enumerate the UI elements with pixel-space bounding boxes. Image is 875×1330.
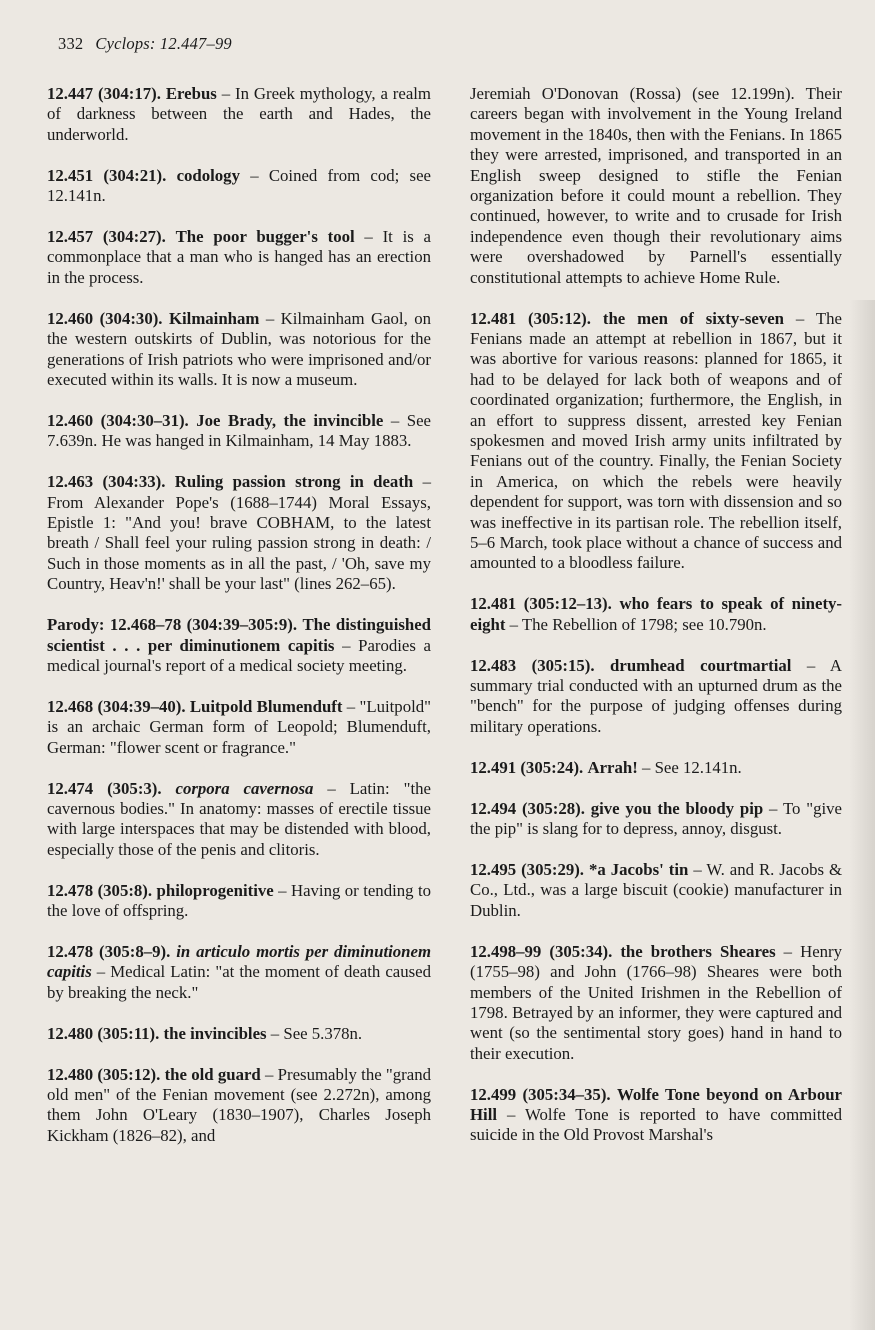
entry-ref: 12.457 (304:27).	[47, 227, 166, 247]
entry-ref: 12.494 (305:28).	[470, 798, 585, 818]
entry-text: – Coined from cod; see 12.141n.	[47, 165, 431, 206]
entry	[470, 758, 842, 778]
entry-lemma: Erebus	[165, 84, 217, 103]
entry	[47, 472, 431, 594]
entry-lemma: corpora cavernosa	[175, 778, 314, 798]
entry-ref: 12.460 (304:30–31).	[47, 410, 189, 430]
entry-lemma: The distinguished scientist . . . per diminutionem capitis	[47, 615, 432, 655]
entry-ref: 12.474 (305:3).	[47, 778, 162, 798]
entry-ref: 12.491 (305:24).	[470, 757, 584, 777]
entry-text: – See 7.639n. He was hanged in Kilmainham, 14 May 1883.	[47, 410, 431, 451]
entry-text: – See 12.141n.	[637, 757, 742, 777]
entry-ref: 12.481 (305:12).	[470, 308, 591, 328]
right-column	[470, 84, 842, 1166]
entry-ref: 12.480 (305:11).	[47, 1023, 160, 1043]
entry	[47, 881, 431, 922]
entry	[470, 860, 842, 921]
entry	[47, 411, 431, 452]
entry-lemma: in articulo mortis per diminutionem capitis	[47, 942, 432, 982]
entry-ref: 12.478 (305:8).	[47, 880, 153, 900]
entry	[47, 615, 431, 676]
entry-lemma: Joe Brady, the invincible	[196, 410, 384, 430]
entry-ref: 12.498–99 (305:34).	[470, 941, 613, 961]
entry-text: – W. and R. Jacobs & Co., Ltd., was a large biscuit (cookie) manufacturer in Dublin.	[470, 860, 843, 920]
entry-lemma: the old guard	[164, 1064, 261, 1084]
entry-text: – "Luitpold" is an archaic German form of Leopold; Blumenduft, German: "flower scent or fragrance."	[47, 696, 431, 757]
entry-lemma: the invincibles	[163, 1023, 267, 1043]
left-column	[47, 84, 431, 1167]
entry-text: – Presumably the "grand old men" of the Fenian movement (see 2.272n), among them John O'Leary (1830–1907), Charles Joseph Kickham (1826–82), and	[47, 1064, 431, 1145]
entry	[47, 697, 431, 758]
entry-ref: 12.447 (304:17).	[47, 84, 161, 103]
entry-ref: 12.481 (305:12–13).	[470, 594, 612, 614]
entry-text: – It is a commonplace that a man who is hanged has an erection in the process.	[47, 227, 431, 287]
page-gutter-shadow	[849, 300, 875, 1330]
entry	[470, 309, 842, 574]
entry-text: – Henry (1755–98) and John (1766–98) Sheares were both members of the United Irishmen in the Rebellion of 1798. Betrayed by an informer, they were captured and went (so the sentimental story goes) hand in hand to their execution.	[470, 941, 843, 1063]
entry-lemma: philoprogenitive	[156, 880, 274, 900]
entry	[47, 84, 431, 145]
entry-ref: 12.495 (305:29).	[470, 860, 585, 879]
entry	[470, 594, 842, 635]
entry	[470, 1085, 842, 1146]
entry-text: – The Fenians made an attempt at rebellion in 1867, but it was abortive for various reasons: planned for 1865, it had to be delayed for lack both of weapons and of coordinated organization; furthermore, the English, in an effort to suppress dissent, arrested key Fenian spokesmen and moved Irish army units infiltrated by Fenians out of the country. Finally, the Fenian Society in America, on which the rebels were heavily dependent for support, was torn with dissension and so was ineffective in its partisan role. The rebellion itself, 5–6 March, took place without a chance of success and amounted to a bloodless failure.	[470, 308, 842, 573]
entry-lemma: Arrah!	[587, 757, 638, 777]
entry-lemma: who fears to speak of ninety-eight	[470, 594, 843, 634]
entry-lemma: the brothers Sheares	[620, 941, 776, 961]
entry-ref: 12.468 (304:39–40).	[47, 696, 186, 716]
entry-lemma: Kilmainham	[168, 308, 260, 328]
entry-text: – Kilmainham Gaol, on the western outskirts of Dublin, was notorious for the generations of Irish patriots who were imprisoned and/or executed within its walls. It is now a museum.	[47, 308, 431, 389]
entry-text: – To "give the pip" is slang for to depress, annoy, disgust.	[470, 798, 842, 839]
entry-lemma: give you the bloody pip	[590, 798, 764, 818]
entry	[47, 1024, 431, 1044]
entry-text: – Wolfe Tone is reported to have committed suicide in the Old Provost Marshal's	[470, 1105, 842, 1145]
running-head	[58, 34, 232, 54]
entry-ref: 12.451 (304:21).	[47, 165, 167, 185]
entry-lemma: Ruling passion strong in death	[174, 472, 414, 492]
entry	[470, 656, 842, 738]
entry-text: – The Rebellion of 1798; see 10.790n.	[505, 614, 767, 634]
entry	[47, 942, 431, 1003]
entry-ref: 12.478 (305:8–9).	[47, 942, 171, 961]
entry-lemma: Wolfe Tone beyond on Arbour Hill	[470, 1084, 843, 1125]
running-title: Cyclops: 12.447–99	[95, 34, 232, 53]
entry-ref: 12.463 (304:33).	[47, 472, 166, 492]
entry	[47, 309, 431, 391]
entry-ref: 12.480 (305:12).	[47, 1064, 161, 1084]
entry-text: – In Greek mythology, a realm of darkness between the earth and Hades, the underworld.	[47, 84, 431, 144]
entry-continued	[470, 84, 842, 288]
entry-text: – Latin: "the cavernous bodies." In anatomy: masses of erectile tissue with large interspaces that may be distended with blood, especially those of the penis and clitoris.	[47, 778, 431, 859]
entry-text: – Having or tending to the love of offspring.	[47, 880, 432, 921]
entry-lemma: The poor bugger's tool	[175, 227, 355, 247]
entry	[470, 799, 842, 840]
entry-lemma: drumhead courtmartial	[610, 655, 792, 675]
entry-text: – Medical Latin: "at the moment of death caused by breaking the neck."	[47, 962, 431, 1002]
entry-lemma: the men of sixty-seven	[602, 308, 784, 328]
entry-text: – A summary trial conducted with an upturned drum as the "bench" for the purpose of judging offenses during military operations.	[470, 655, 842, 736]
entry	[47, 1065, 431, 1147]
entry-lemma: *a Jacobs' tin	[588, 860, 689, 879]
entry	[470, 942, 842, 1064]
page-number: 332	[58, 34, 84, 53]
entry-text: – Parodies a medical journal's report of a medical society meeting.	[47, 635, 431, 675]
entry-ref: 12.483 (305:15).	[470, 655, 595, 675]
entry	[47, 227, 431, 288]
entry-ref: 12.460 (304:30).	[47, 308, 163, 328]
entry-text: – From Alexander Pope's (1688–1744) Moral Essays, Epistle 1: "And you! brave COBHAM, to the latest breath / Shall feel your ruling passion strong in death: / Such in those moments as in all the past, / 'Oh, save my Country, Heav'n!' shall be your last" (lines 262–65).	[47, 472, 431, 594]
entry	[47, 779, 431, 861]
entry-ref: 12.499 (305:34–35).	[470, 1084, 611, 1104]
entry-lemma: Luitpold Blumenduft	[189, 696, 343, 716]
entry-ref: Parody: 12.468–78 (304:39–305:9).	[47, 615, 298, 635]
entry	[47, 166, 431, 207]
entry-lemma: codology	[176, 165, 240, 185]
entry-text: – See 5.378n.	[266, 1023, 363, 1043]
entry-text: Jeremiah O'Donovan (Rossa) (see 12.199n). Their careers began with involvement in the Young Ireland movement in the 1840s, then with the Fenians. In 1865 they were arrested, imprisoned, and transported in an English sweep designed to stifle the Fenian organization before it could mount a rebellion. They continued, however, to write and to crusade for Irish independence even though their revolutionary aims were overshadowed by Parnell's essentially constitutional attempts to achieve Home Rule.	[470, 84, 842, 287]
